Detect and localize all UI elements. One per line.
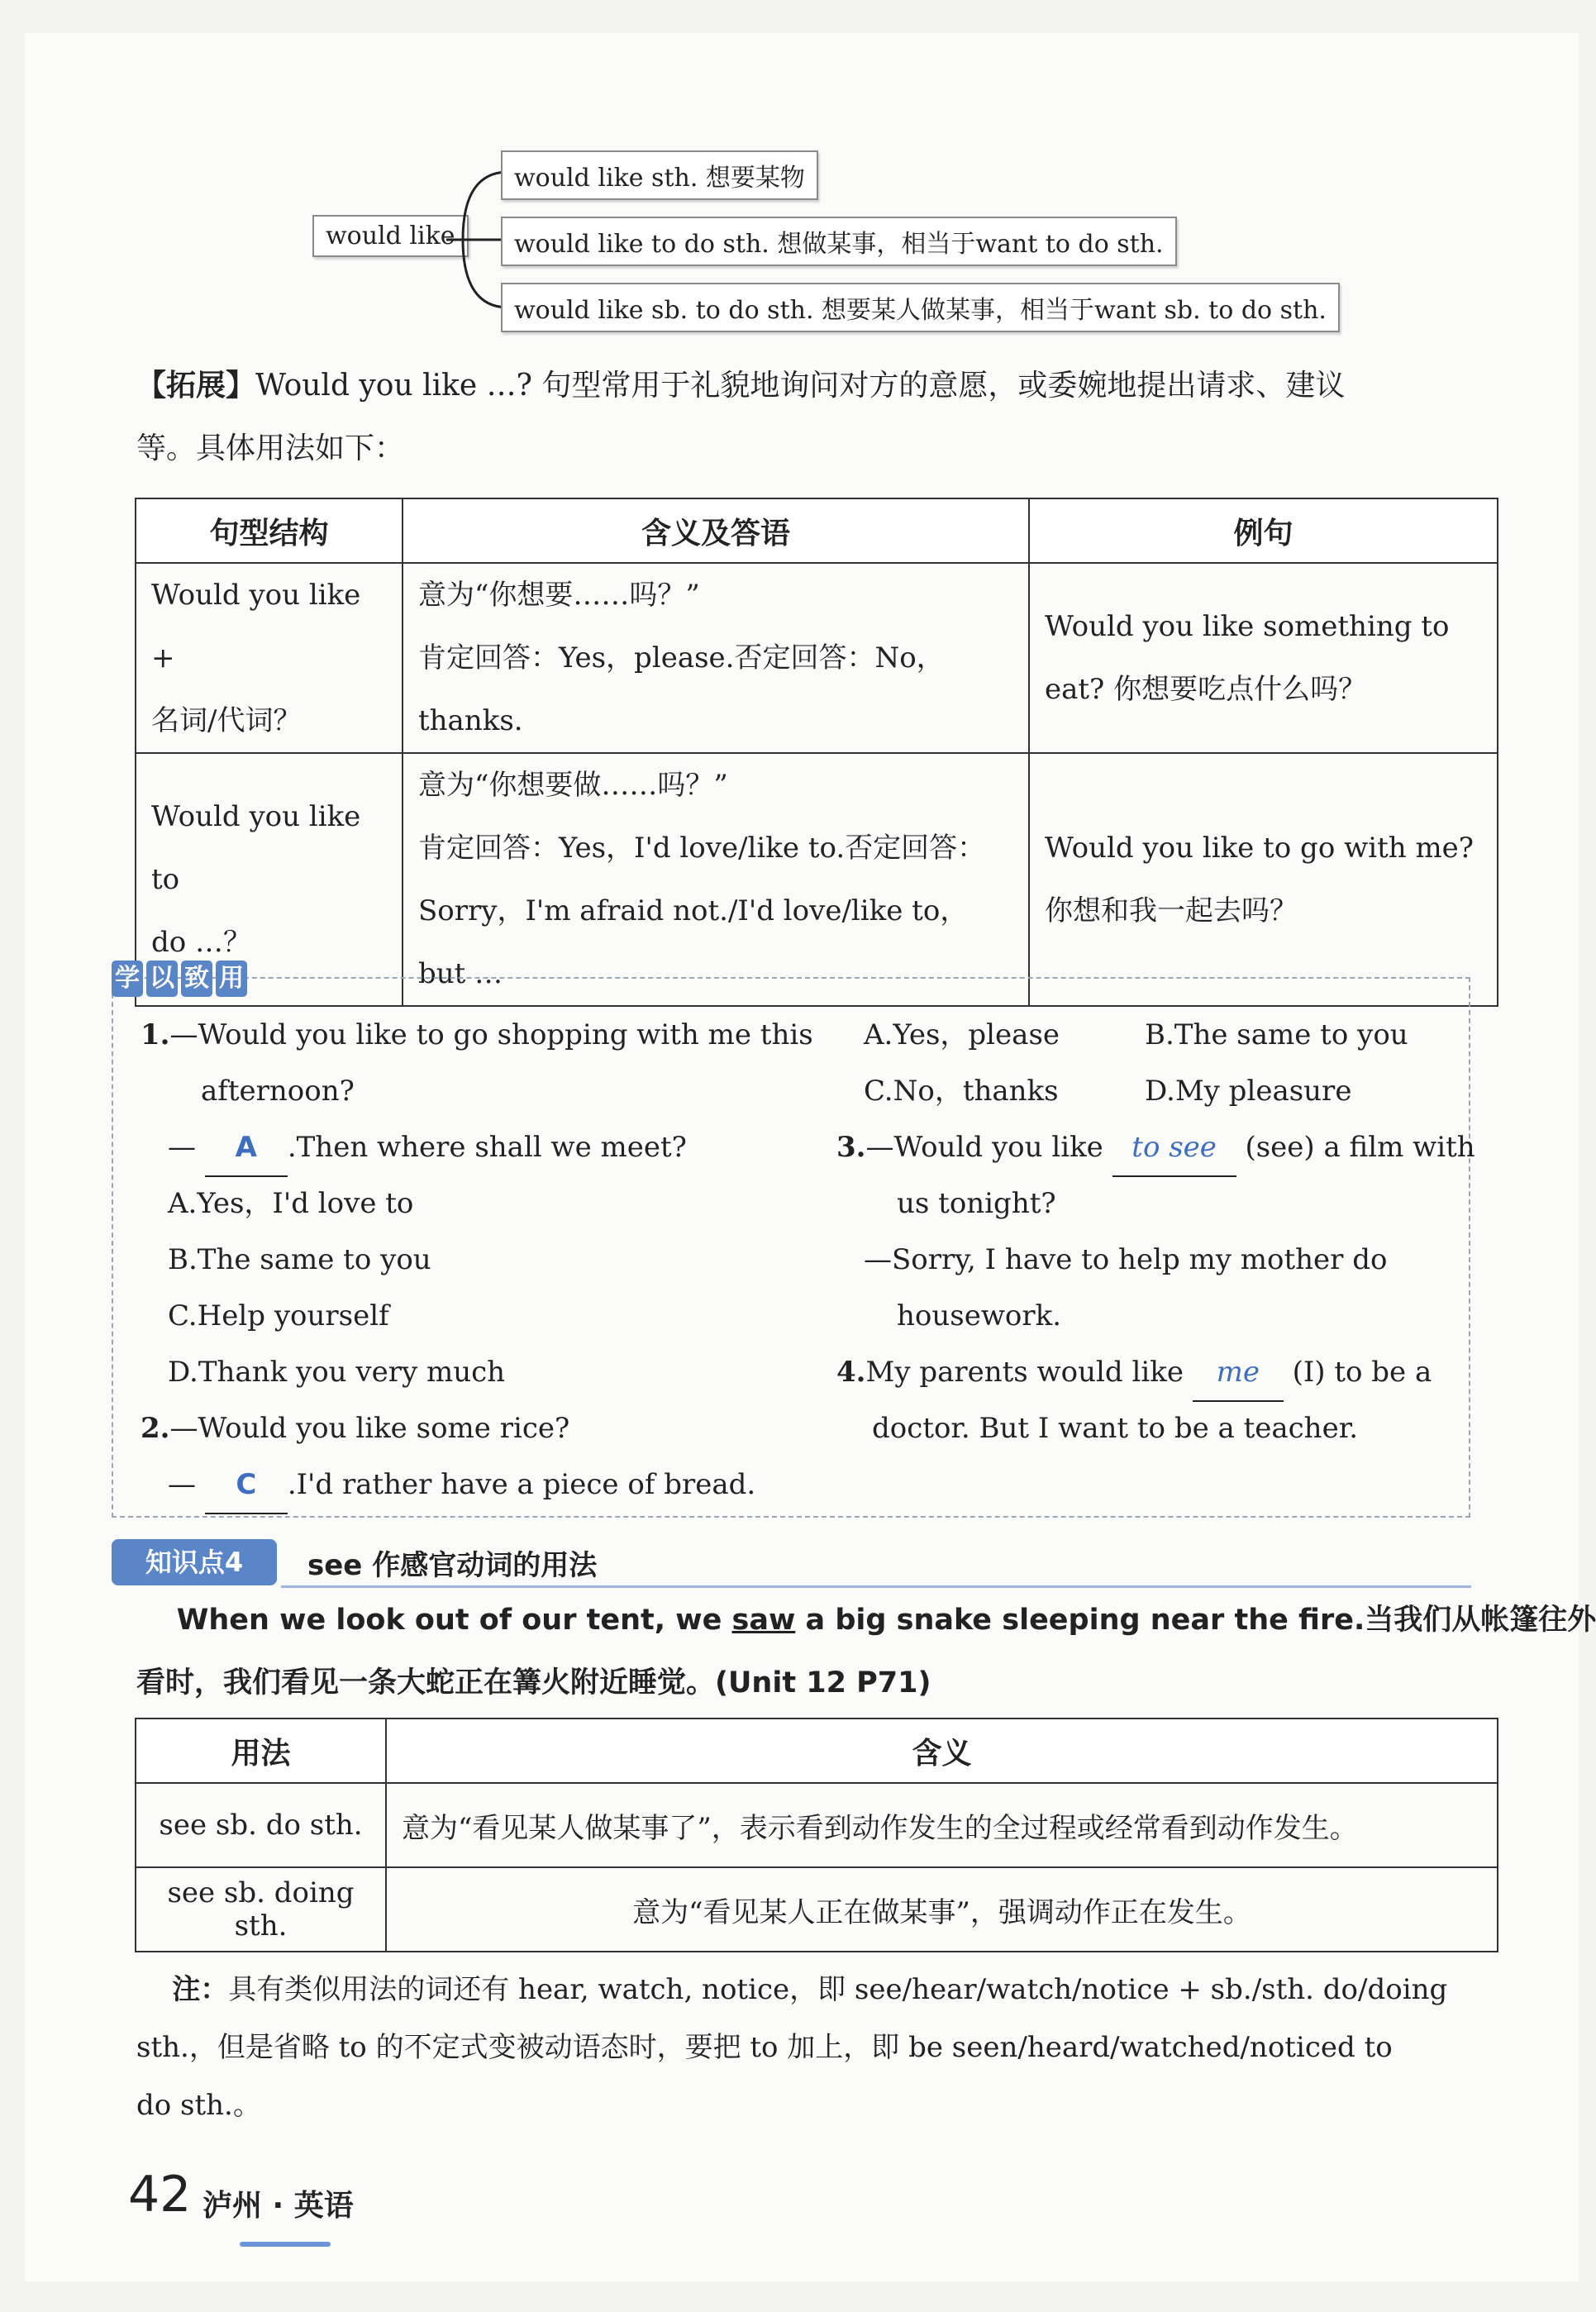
q2-option-b[interactable]: B.The same to you [1145,1018,1408,1051]
q2-answer-line: — C .I'd rather have a piece of bread. [168,1456,755,1514]
row1-example: Would you like something to eat? 你想要吃点什么吗？ [1029,563,1498,753]
extension-line2: 等。具体用法如下： [136,431,405,465]
usage-row1: see sb. do sth. [136,1783,386,1867]
q3-line2: us tonight? [897,1187,1056,1220]
mindmap-branch-2: would like to do sth. 想做某事，相当于want to do sth. [501,217,1177,266]
extension-paragraph [136,354,1500,480]
q4-answer-blank[interactable]: me [1193,1344,1284,1402]
q1-option-d[interactable]: D.Thank you very much [168,1356,506,1389]
would-you-like-table [135,498,1498,1007]
note-paragraph: 注：具有类似用法的词还有 hear, watch, notice，即 see/hear/watch/notice + sb./sth. do/doing sth.，但是省略 to 的不定式变被动语态时，要把 to 加上，即 be seen/heard/watched/noticed to do sth.。 [136,1973,1448,2122]
footer-accent-bar [240,2242,331,2247]
q1-option-a[interactable]: A.Yes，I'd love to [168,1187,414,1220]
q3-line4: housework. [897,1299,1062,1332]
q3-line1: 3.—Would you like to see (see) a film with [836,1119,1475,1177]
extension-line1: Would you like …? 句型常用于礼貌地询问对方的意愿，或委婉地提出请求、建议 [255,369,1346,403]
mindmap-branch-3: would like sb. to do sth. 想要某人做某事，相当于want sb. to do sth. [501,283,1340,332]
row1-structure: Would you like + 名词/代词？ [136,563,403,753]
kp4-underline [281,1585,1471,1588]
header-structure: 句型结构 [136,498,403,563]
header-meaning: 含义及答语 [403,498,1029,563]
q3-line3: —Sorry, I have to help my mother do [864,1243,1388,1276]
practice-tag: 学 以 致 用 [112,961,247,997]
q2-line1: 2.—Would you like some rice? [141,1412,570,1445]
row2-structure: Would you like to do …？ [136,753,403,1006]
q3-answer-blank[interactable]: to see [1112,1119,1236,1177]
q2-option-c[interactable]: C.No，thanks [864,1075,1059,1108]
row2-example: Would you like to go with me? 你想和我一起去吗？ [1029,753,1498,1006]
extension-label: 【拓展】 [136,368,256,403]
usage-row2: see sb. doing sth. [136,1867,386,1952]
q4-line2: doctor. But I want to be a teacher. [872,1412,1359,1445]
row1-meaning: 意为“你想要……吗？” 肯定回答：Yes，please.否定回答：No，thanks. [403,563,1029,753]
q2-option-d[interactable]: D.My pleasure [1145,1075,1352,1108]
header-usage: 用法 [136,1719,386,1783]
header-example: 例句 [1029,498,1498,563]
row2-meaning: 意为“你想要做……吗？” 肯定回答：Yes，I'd love/like to.否定回答： Sorry，I'm afraid not./I'd love/like to，but … [403,753,1029,1006]
footer-title: 泸州 · 英语 [202,2189,354,2223]
q2-answer-blank[interactable]: C [205,1456,288,1514]
meaning-row1: 意为“看见某人做某事了”，表示看到动作发生的全过程或经常看到动作发生。 [386,1783,1498,1867]
mindmap-branch-1: would like sth. 想要某物 [501,150,818,200]
kp4-title: see 作感官动词的用法 [307,1549,598,1582]
q1-option-c[interactable]: C.Help yourself [168,1299,389,1332]
q1-option-b[interactable]: B.The same to you [168,1243,431,1276]
q1-line1: 1.—Would you like to go shopping with me this [141,1018,813,1051]
q1-answer-line: — A .Then where shall we meet? [168,1119,687,1177]
kp4-sentence: When we look out of our tent, we saw a big snake sleeping near the fire.当我们从帐篷往外 看时，我们看见一条大蛇正在篝火附近睡觉。(Unit 12 P71) [136,1604,1596,1699]
see-usage-table [135,1718,1498,1952]
q1-answer-blank[interactable]: A [205,1119,288,1177]
kp4-tag: 知识点4 [112,1539,277,1585]
page-number: 42 [128,2166,192,2224]
q4-line1: 4.My parents would like me (I) to be a [836,1344,1432,1402]
header-meaning2: 含义 [386,1719,1498,1783]
meaning-row2: 意为“看见某人正在做某事”，强调动作正在发生。 [386,1867,1498,1952]
q1-line2: afternoon? [201,1075,355,1108]
mindmap-root: would like [312,215,469,257]
q2-option-a[interactable]: A.Yes，please [864,1018,1060,1051]
